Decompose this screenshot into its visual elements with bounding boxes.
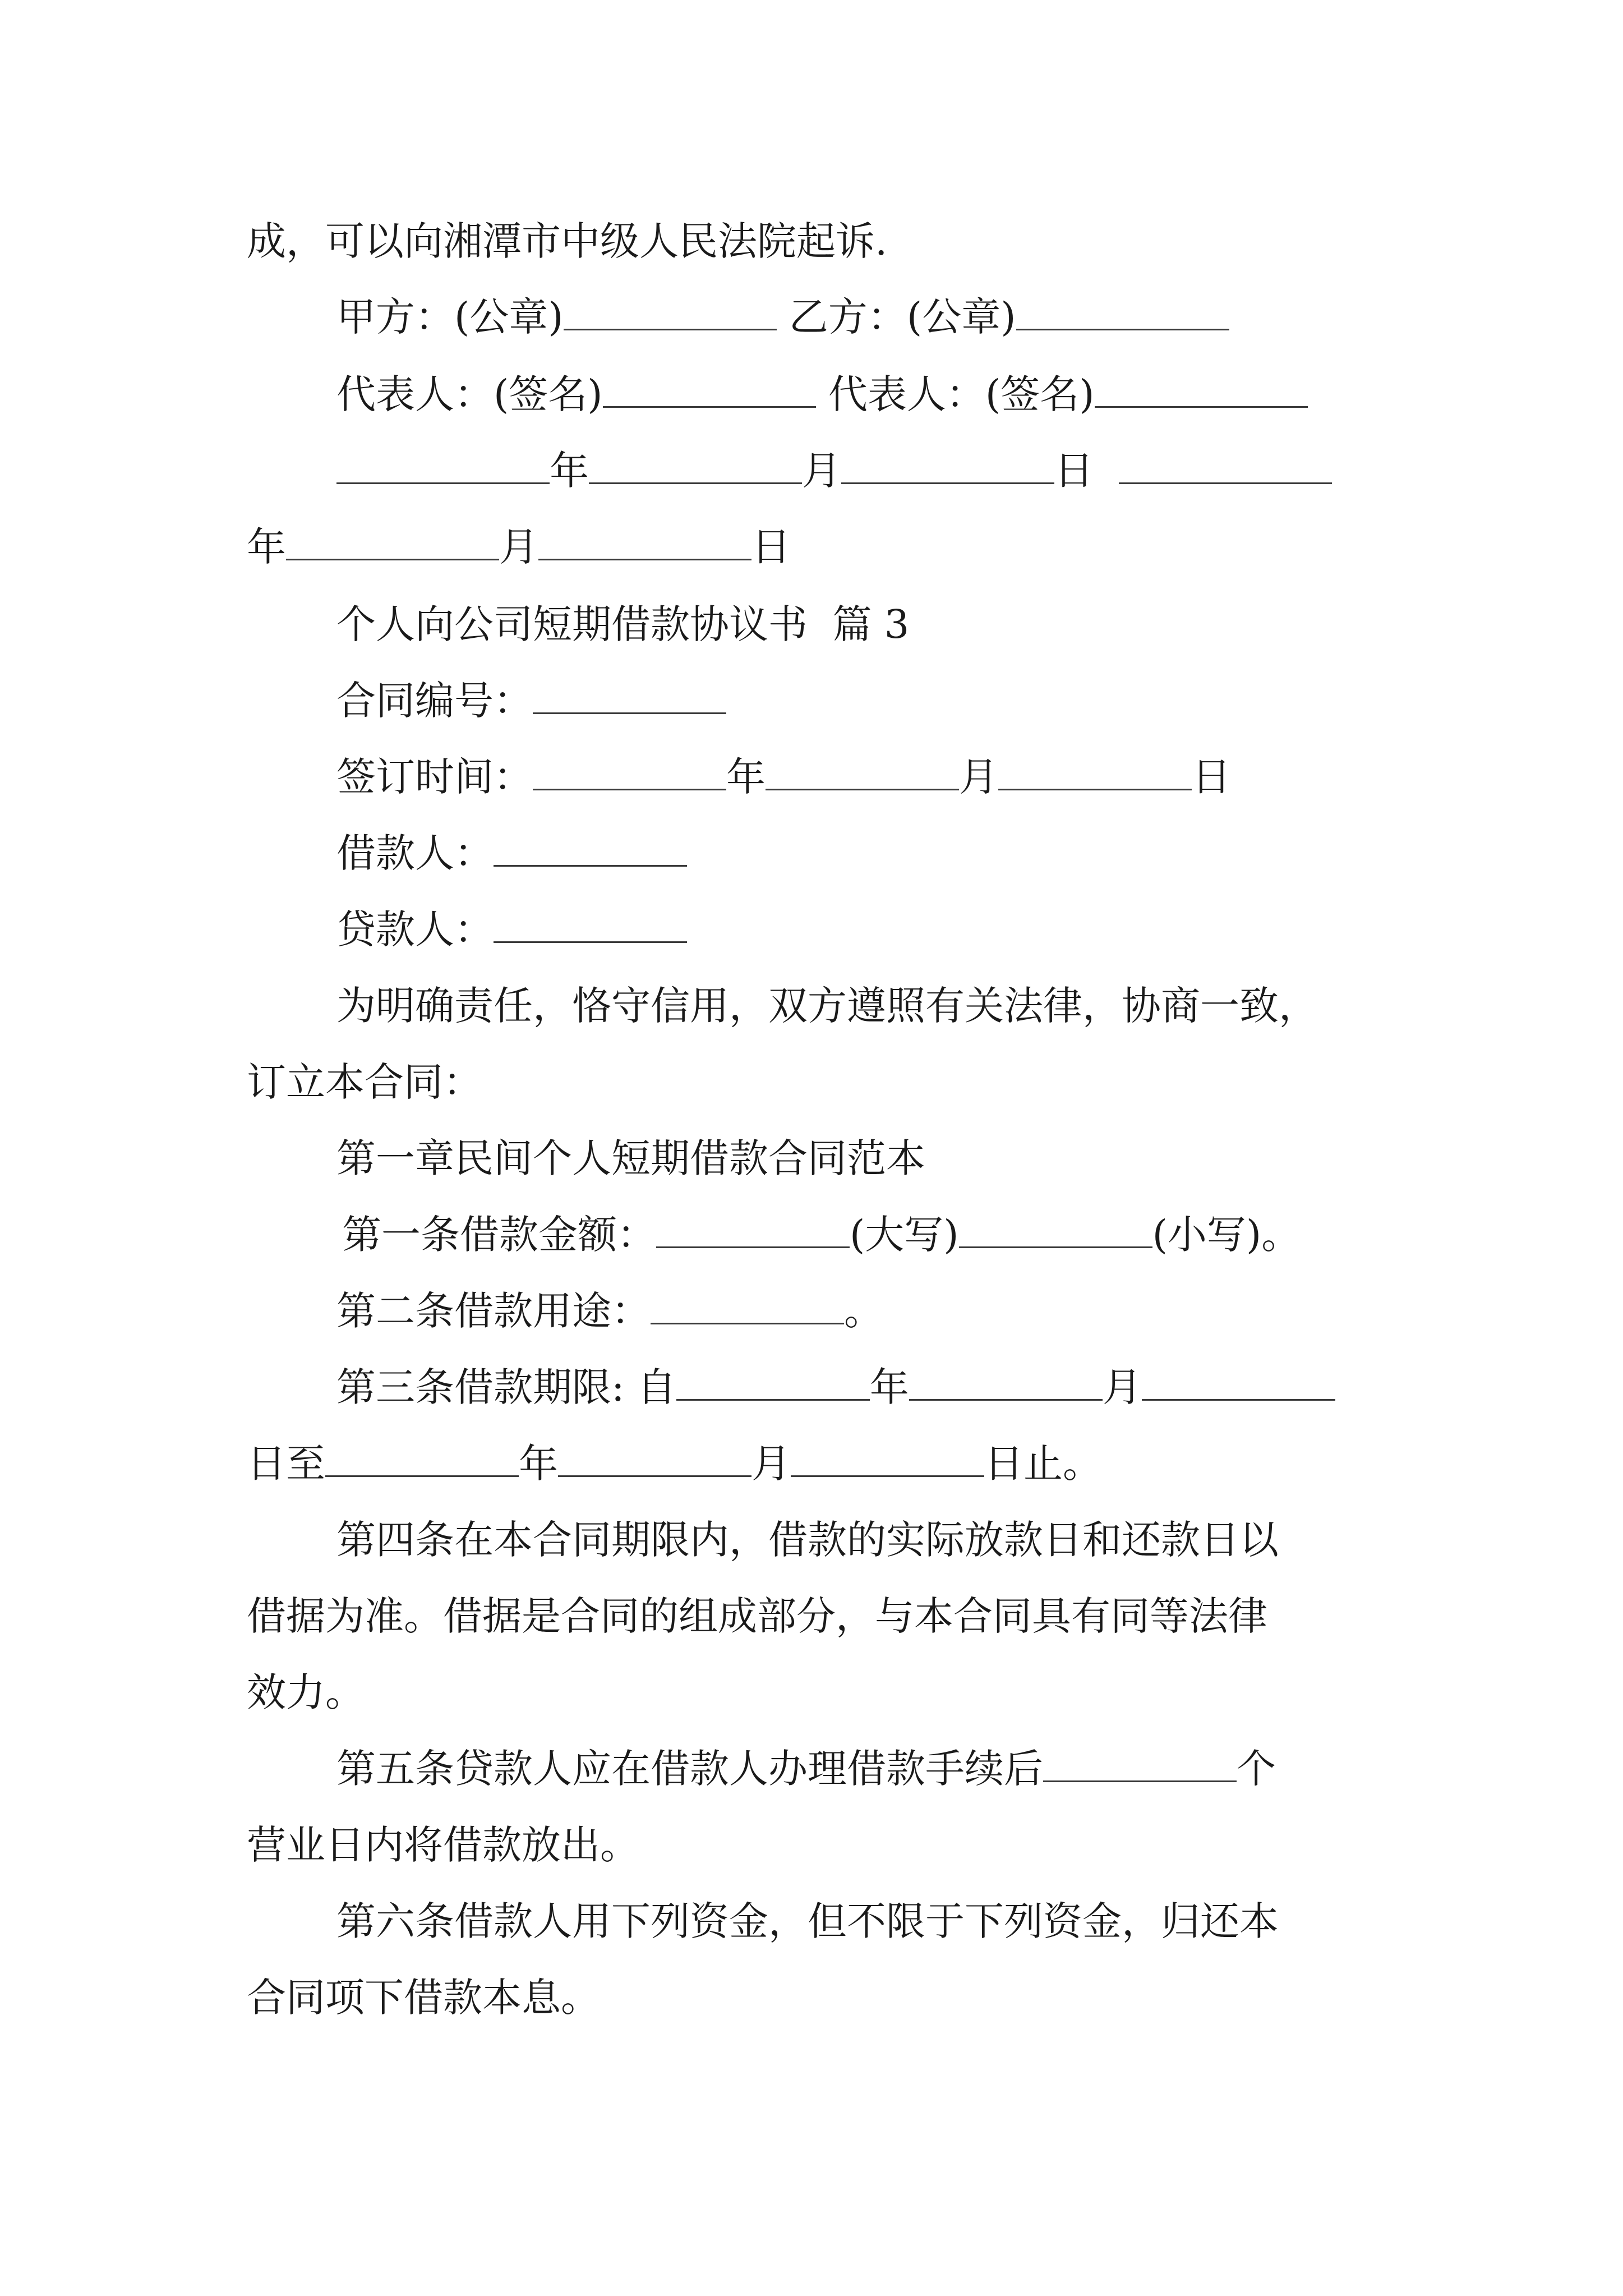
article-6-text: 第六条借款人用下列资金，但不限于下列资金，归还本 bbox=[336, 1898, 1279, 1944]
chapter-heading: 第一章民间个人短期借款合同范本 bbox=[336, 1135, 925, 1181]
amount-uppercase-label: (大写) bbox=[850, 1212, 959, 1258]
blank-field[interactable] bbox=[656, 1212, 850, 1248]
month-label: 月 bbox=[802, 448, 841, 494]
article-5-text: 营业日内将借款放出。 bbox=[247, 1822, 639, 1868]
article-3-line bbox=[336, 1356, 1335, 1418]
contract-number-label: 合同编号： bbox=[336, 678, 533, 724]
date-line bbox=[247, 516, 791, 578]
party-a-seal-label: 甲方：(公章) bbox=[336, 294, 564, 340]
contract-number-line bbox=[336, 670, 726, 731]
month-label: 月 bbox=[959, 754, 998, 800]
blank-field[interactable] bbox=[564, 294, 777, 330]
article-5-text: 第五条贷款人应在借款人办理借款手续后 bbox=[336, 1746, 1043, 1792]
blank-field[interactable] bbox=[538, 524, 751, 560]
blank-field[interactable] bbox=[603, 371, 816, 408]
blank-field[interactable] bbox=[959, 1212, 1152, 1248]
blank-field[interactable] bbox=[909, 1364, 1103, 1401]
blank-field[interactable] bbox=[791, 1441, 984, 1477]
borrower-line bbox=[336, 822, 687, 884]
article-3-continued-line bbox=[247, 1433, 1102, 1494]
text-line bbox=[336, 975, 1318, 1037]
article-4-text: 借据为准。借据是合同的组成部分，与本合同具有同等法律 bbox=[247, 1593, 1267, 1639]
period-mark: 。 bbox=[844, 1288, 883, 1334]
text-line bbox=[247, 210, 887, 272]
blank-field[interactable] bbox=[325, 1441, 519, 1477]
amount-lowercase-label: (小写)。 bbox=[1152, 1212, 1301, 1258]
blank-field[interactable] bbox=[494, 830, 687, 867]
signature-line-representative bbox=[336, 364, 1308, 425]
article-1-label: 第一条借款金额： bbox=[342, 1212, 656, 1258]
party-a-representative-label: 代表人：(签名) bbox=[336, 371, 603, 417]
day-to-label: 日至 bbox=[247, 1441, 325, 1487]
party-b-representative-label: 代表人：(签名) bbox=[828, 371, 1095, 417]
chapter-heading-line bbox=[336, 1128, 925, 1189]
day-label: 日 bbox=[751, 524, 791, 570]
text-line bbox=[247, 1662, 365, 1723]
month-label: 月 bbox=[499, 524, 538, 570]
year-label: 年 bbox=[247, 524, 286, 570]
article-3-label: 第三条借款期限: 自 bbox=[336, 1364, 676, 1410]
lender-label: 贷款人： bbox=[336, 907, 494, 953]
article-2-line bbox=[336, 1280, 883, 1342]
blank-field[interactable] bbox=[558, 1441, 751, 1477]
article-4-text: 效力。 bbox=[247, 1669, 365, 1715]
signing-date-line bbox=[336, 746, 1231, 808]
blank-field[interactable] bbox=[841, 448, 1054, 484]
blank-field[interactable] bbox=[676, 1364, 870, 1401]
blank-field[interactable] bbox=[766, 754, 959, 790]
text-line bbox=[247, 1967, 600, 2028]
unit-label: 个 bbox=[1237, 1746, 1276, 1792]
day-end-label: 日止。 bbox=[984, 1441, 1102, 1487]
preamble-text: 订立本合同： bbox=[247, 1059, 482, 1105]
blank-field[interactable] bbox=[589, 448, 802, 484]
article-4-text: 第四条在本合同期限内，借款的实际放款日和还款日以 bbox=[336, 1517, 1279, 1563]
text-line bbox=[336, 1890, 1279, 1952]
blank-field[interactable] bbox=[1043, 1746, 1237, 1782]
year-label: 年 bbox=[519, 1441, 558, 1487]
year-label: 年 bbox=[550, 448, 589, 494]
year-label: 年 bbox=[726, 754, 766, 800]
blank-field[interactable] bbox=[533, 754, 726, 790]
borrower-label: 借款人： bbox=[336, 830, 494, 876]
blank-field[interactable] bbox=[998, 754, 1192, 790]
section-heading-line bbox=[336, 593, 909, 655]
month-label: 月 bbox=[1102, 1364, 1142, 1410]
lender-line bbox=[336, 899, 687, 960]
blank-field[interactable] bbox=[651, 1288, 844, 1324]
blank-field[interactable] bbox=[286, 524, 499, 560]
date-line bbox=[336, 440, 1332, 501]
text-line bbox=[247, 1585, 1267, 1647]
signing-date-label: 签订时间： bbox=[336, 754, 533, 800]
month-label: 月 bbox=[751, 1441, 791, 1487]
text-line bbox=[247, 1051, 482, 1113]
blank-field[interactable] bbox=[1016, 294, 1229, 330]
text-line bbox=[247, 1814, 639, 1876]
article-2-label: 第二条借款用途： bbox=[336, 1288, 651, 1334]
section-heading: 个人向公司短期借款协议书 篇 3 bbox=[336, 601, 910, 647]
blank-field[interactable] bbox=[494, 907, 687, 943]
clause-continuation: 成，可以向湘潭市中级人民法院起诉. bbox=[247, 218, 888, 264]
preamble-text: 为明确责任，恪守信用，双方遵照有关法律，协商一致， bbox=[336, 983, 1318, 1029]
article-1-line bbox=[342, 1204, 1301, 1266]
blank-field[interactable] bbox=[336, 448, 550, 484]
blank-field[interactable] bbox=[1119, 448, 1332, 484]
article-5-line bbox=[336, 1738, 1276, 1800]
party-b-seal-label: 乙方：(公章) bbox=[789, 294, 1016, 340]
article-6-text: 合同项下借款本息。 bbox=[247, 1975, 600, 2021]
blank-field[interactable] bbox=[1142, 1364, 1335, 1401]
blank-field[interactable] bbox=[533, 678, 726, 714]
signature-line-seal bbox=[336, 286, 1229, 348]
day-label: 日 bbox=[1054, 448, 1094, 494]
day-label: 日 bbox=[1192, 754, 1231, 800]
text-line bbox=[336, 1509, 1279, 1571]
blank-field[interactable] bbox=[1095, 371, 1308, 408]
year-label: 年 bbox=[869, 1364, 909, 1410]
